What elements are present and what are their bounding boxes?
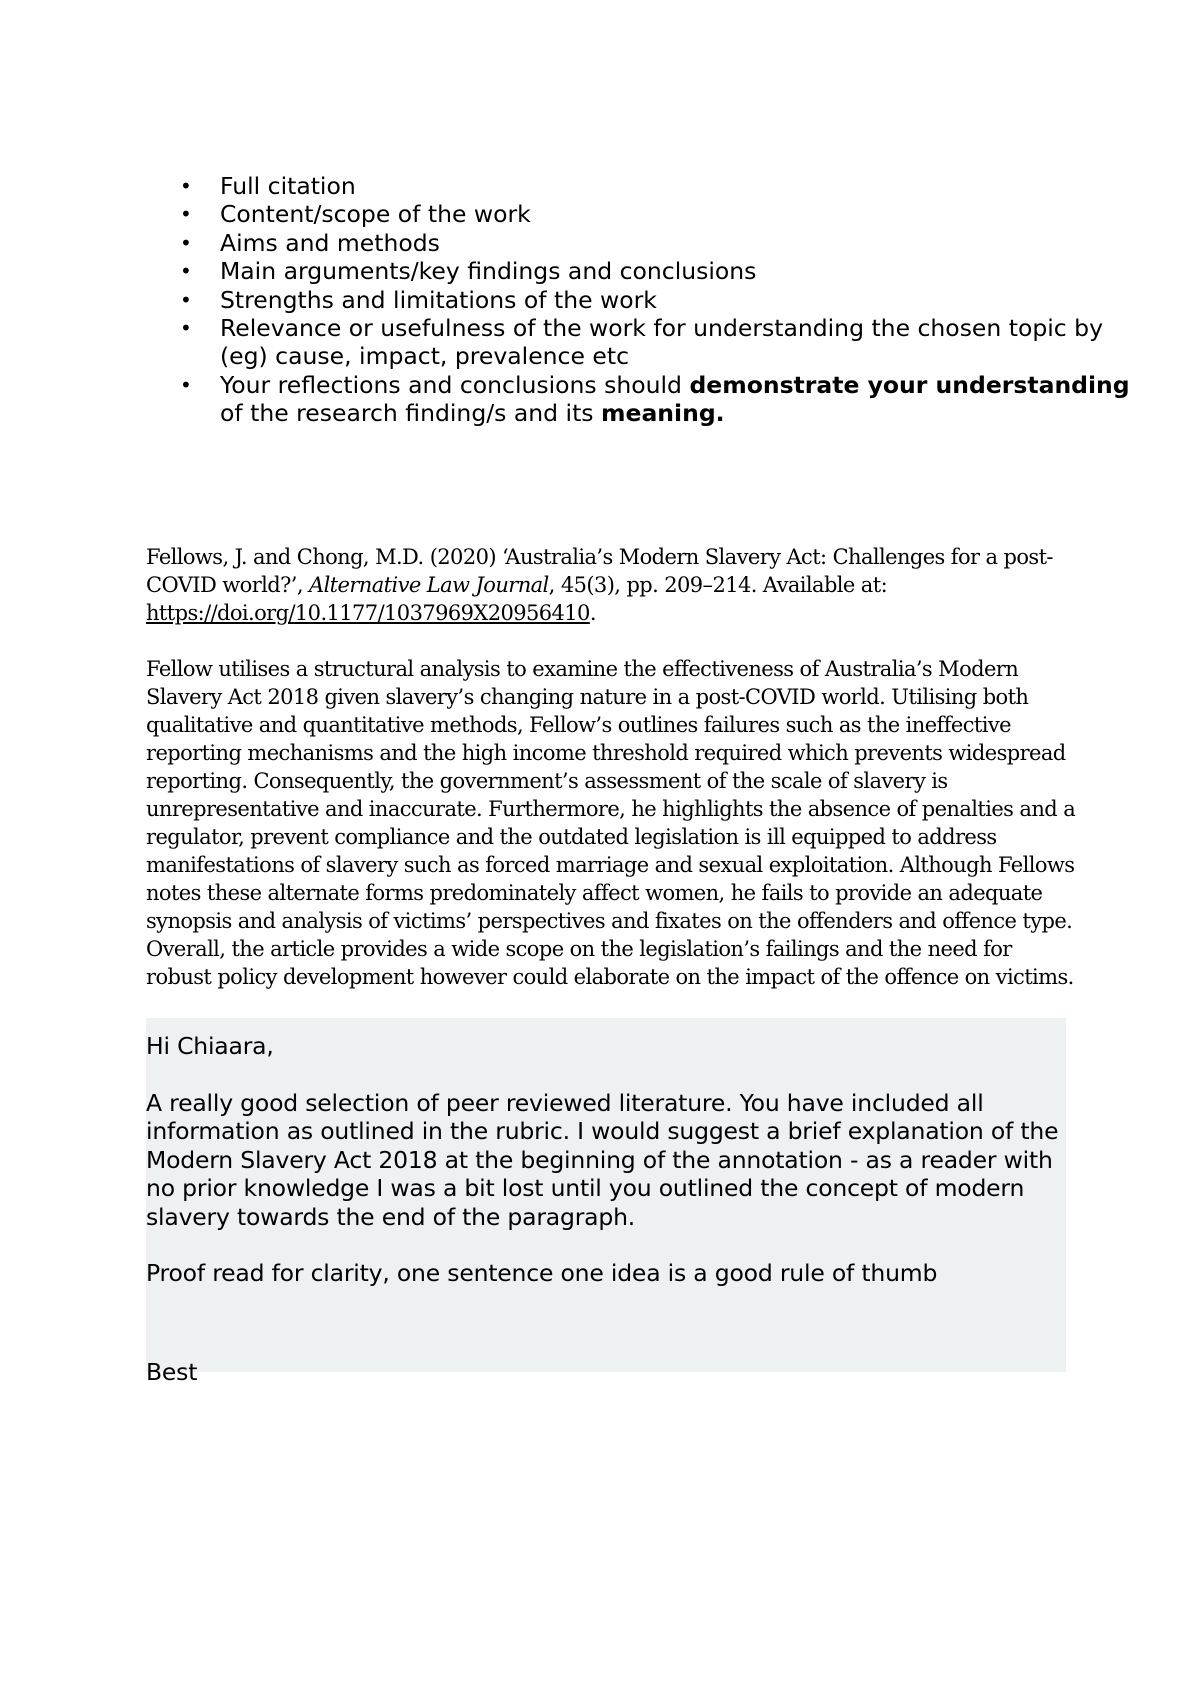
- bullet-icon: •: [180, 230, 192, 255]
- feedback-signoff: Best: [146, 1358, 198, 1386]
- feedback-comment-box: [146, 1018, 1066, 1386]
- feedback-advice: Proof read for clarity, one sentence one idea is a good rule of thumb: [146, 1259, 938, 1287]
- citation-journal: Alternative Law Journal: [309, 573, 549, 597]
- list-item: [180, 370, 1140, 428]
- list-item-text: Strengths and limitations of the work: [220, 285, 657, 314]
- bullet-icon: •: [180, 174, 192, 198]
- bullet-icon: •: [180, 287, 192, 312]
- criteria-bullet-list: [146, 172, 1140, 428]
- list-item: [180, 200, 1140, 229]
- list-item-text: Content/scope of the work: [220, 200, 531, 229]
- bullet-icon: •: [180, 316, 192, 341]
- doi-link[interactable]: https://doi.org/10.1177/1037969X20956410: [146, 601, 590, 625]
- list-item-text: of the research finding/s and its: [220, 399, 602, 428]
- list-item: [180, 257, 1140, 286]
- bullet-icon: •: [180, 202, 192, 227]
- bullet-icon: •: [180, 259, 192, 284]
- list-item: [180, 228, 1140, 257]
- feedback-body: A really good selection of peer reviewed literature. You have included all information as outlined in the rubric. I would suggest a brief explanation of the Modern Slavery Act 2018 at the beginning of the annotation - as a reader with no prior knowledge I was a bit lost until you outlined the concept of modern slavery towards the end of the paragraph.: [146, 1089, 1059, 1231]
- list-item-text: Your reflections and conclusions should: [220, 370, 690, 399]
- list-item: [180, 314, 1140, 371]
- list-item: [180, 285, 1140, 314]
- feedback-greeting: Hi Chiaara,: [146, 1032, 274, 1060]
- bold-emphasis: meaning.: [601, 399, 725, 428]
- list-item-text: Relevance or usefulness of the work for understanding the chosen topic by (eg) cause, impact, prevalence etc: [220, 314, 1104, 371]
- bold-emphasis: demonstrate your understanding: [689, 370, 1130, 399]
- bullet-icon: •: [180, 372, 192, 397]
- list-item-text: Aims and methods: [220, 228, 440, 257]
- reference-citation: [146, 543, 1076, 627]
- list-item-text: Full citation: [220, 172, 356, 200]
- list-item: [180, 172, 1140, 200]
- list-item-text: Main arguments/key findings and conclusions: [220, 257, 757, 286]
- citation-end: .: [589, 601, 596, 625]
- citation-volume-pages: , 45(3), pp. 209–214. Available at:: [548, 573, 888, 597]
- annotation-paragraph: Fellow utilises a structural analysis to examine the effectiveness of Australia’s Modern Slavery Act 2018 given slavery’s changing nature in a post-COVID world. Utilising both qualitative and quantitative methods, Fellow’s outlines failures such as the ineffective reporting mechanisms and the high income threshold required which prevents widespread reporting. Consequently, the government’s assessment of the scale of slavery is unrepresentative and inaccurate. Furthermore, he highlights the absence of penalties and a regulator, prevent compliance and the outdated legislation is ill equipped to address manifestations of slavery such as forced marriage and sexual exploitation. Although Fellows notes these alternate forms predominately affect women, he fails to provide an adequate synopsis and analysis of victims’ perspectives and fixates on the offenders and offence type. Overall, the article provides a wide scope on the legislation’s failings and the need for robust policy development however could elaborate on the impact of the offence on victims.: [146, 657, 1076, 989]
- citation-authors-title: Fellows, J. and Chong, M.D. (2020) ‘Australia’s Modern Slavery Act: Challenges for a post-COVID world?’,: [146, 545, 1053, 597]
